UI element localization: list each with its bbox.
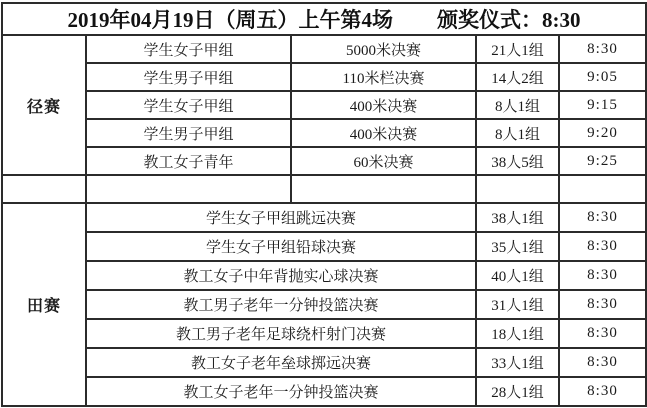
group-cell: 学生女子甲组 — [86, 35, 291, 63]
participants-cell: 18人1组 — [476, 319, 559, 348]
participants-cell: 40人1组 — [476, 261, 559, 290]
time-cell: 8:30 — [559, 319, 646, 348]
table-row — [2, 319, 646, 348]
table-row — [2, 63, 646, 91]
time-cell: 8:30 — [559, 203, 646, 232]
time-cell: 8:30 — [559, 232, 646, 261]
event-cell: 60米决赛 — [291, 147, 476, 175]
group-cell: 学生男子甲组 — [86, 63, 291, 91]
time-cell: 9:15 — [559, 91, 646, 119]
participants-cell: 21人1组 — [476, 35, 559, 63]
event-cell: 110米栏决赛 — [291, 63, 476, 91]
group-cell: 学生男子甲组 — [86, 119, 291, 147]
table-row — [2, 35, 646, 63]
ceremony-label: 颁奖仪式： — [437, 8, 542, 32]
table-row — [2, 147, 646, 175]
event-cell: 400米决赛 — [291, 91, 476, 119]
title-row — [2, 3, 646, 35]
event-cell: 教工男子老年一分钟投篮决赛 — [86, 290, 476, 319]
event-cell: 教工女子老年一分钟投篮决赛 — [86, 377, 476, 406]
event-cell: 教工女子中年背抛实心球决赛 — [86, 261, 476, 290]
event-cell: 5000米决赛 — [291, 35, 476, 63]
table-row — [2, 377, 646, 406]
participants-cell: 38人5组 — [476, 147, 559, 175]
table-row — [2, 91, 646, 119]
table-row — [2, 119, 646, 147]
time-cell: 9:05 — [559, 63, 646, 91]
session-title: 2019年04月19日（周五）上午第4场 — [67, 8, 393, 32]
time-cell: 9:20 — [559, 119, 646, 147]
table-row — [2, 348, 646, 377]
table-row — [2, 290, 646, 319]
table-title-cell — [2, 3, 646, 35]
table-row — [2, 261, 646, 290]
time-cell: 8:30 — [559, 261, 646, 290]
group-cell: 学生女子甲组 — [86, 91, 291, 119]
ceremony-time: 8:30 — [542, 8, 581, 32]
category-track: 径赛 — [2, 35, 86, 175]
time-cell: 8:30 — [559, 290, 646, 319]
category-field: 田赛 — [2, 203, 86, 406]
event-cell: 学生女子甲组跳远决赛 — [86, 203, 476, 232]
table-title — [3, 4, 645, 34]
separator-row — [2, 175, 646, 203]
participants-cell: 8人1组 — [476, 91, 559, 119]
event-cell: 教工女子老年垒球掷远决赛 — [86, 348, 476, 377]
table-row — [2, 232, 646, 261]
participants-cell: 8人1组 — [476, 119, 559, 147]
time-cell: 8:30 — [559, 377, 646, 406]
separator-cell — [2, 175, 86, 203]
separator-cell — [86, 175, 291, 203]
time-cell: 8:30 — [559, 35, 646, 63]
participants-cell: 31人1组 — [476, 290, 559, 319]
time-cell: 9:25 — [559, 147, 646, 175]
participants-cell: 28人1组 — [476, 377, 559, 406]
participants-cell: 35人1组 — [476, 232, 559, 261]
separator-cell — [291, 175, 476, 203]
ceremony-title — [437, 4, 581, 34]
separator-cell — [476, 175, 559, 203]
event-cell: 学生女子甲组铅球决赛 — [86, 232, 476, 261]
table-row — [2, 203, 646, 232]
group-cell: 教工女子青年 — [86, 147, 291, 175]
event-cell: 400米决赛 — [291, 119, 476, 147]
separator-cell — [559, 175, 646, 203]
event-cell: 教工男子老年足球绕杆射门决赛 — [86, 319, 476, 348]
participants-cell: 33人1组 — [476, 348, 559, 377]
participants-cell: 38人1组 — [476, 203, 559, 232]
time-cell: 8:30 — [559, 348, 646, 377]
schedule-table — [1, 2, 647, 407]
participants-cell: 14人2组 — [476, 63, 559, 91]
